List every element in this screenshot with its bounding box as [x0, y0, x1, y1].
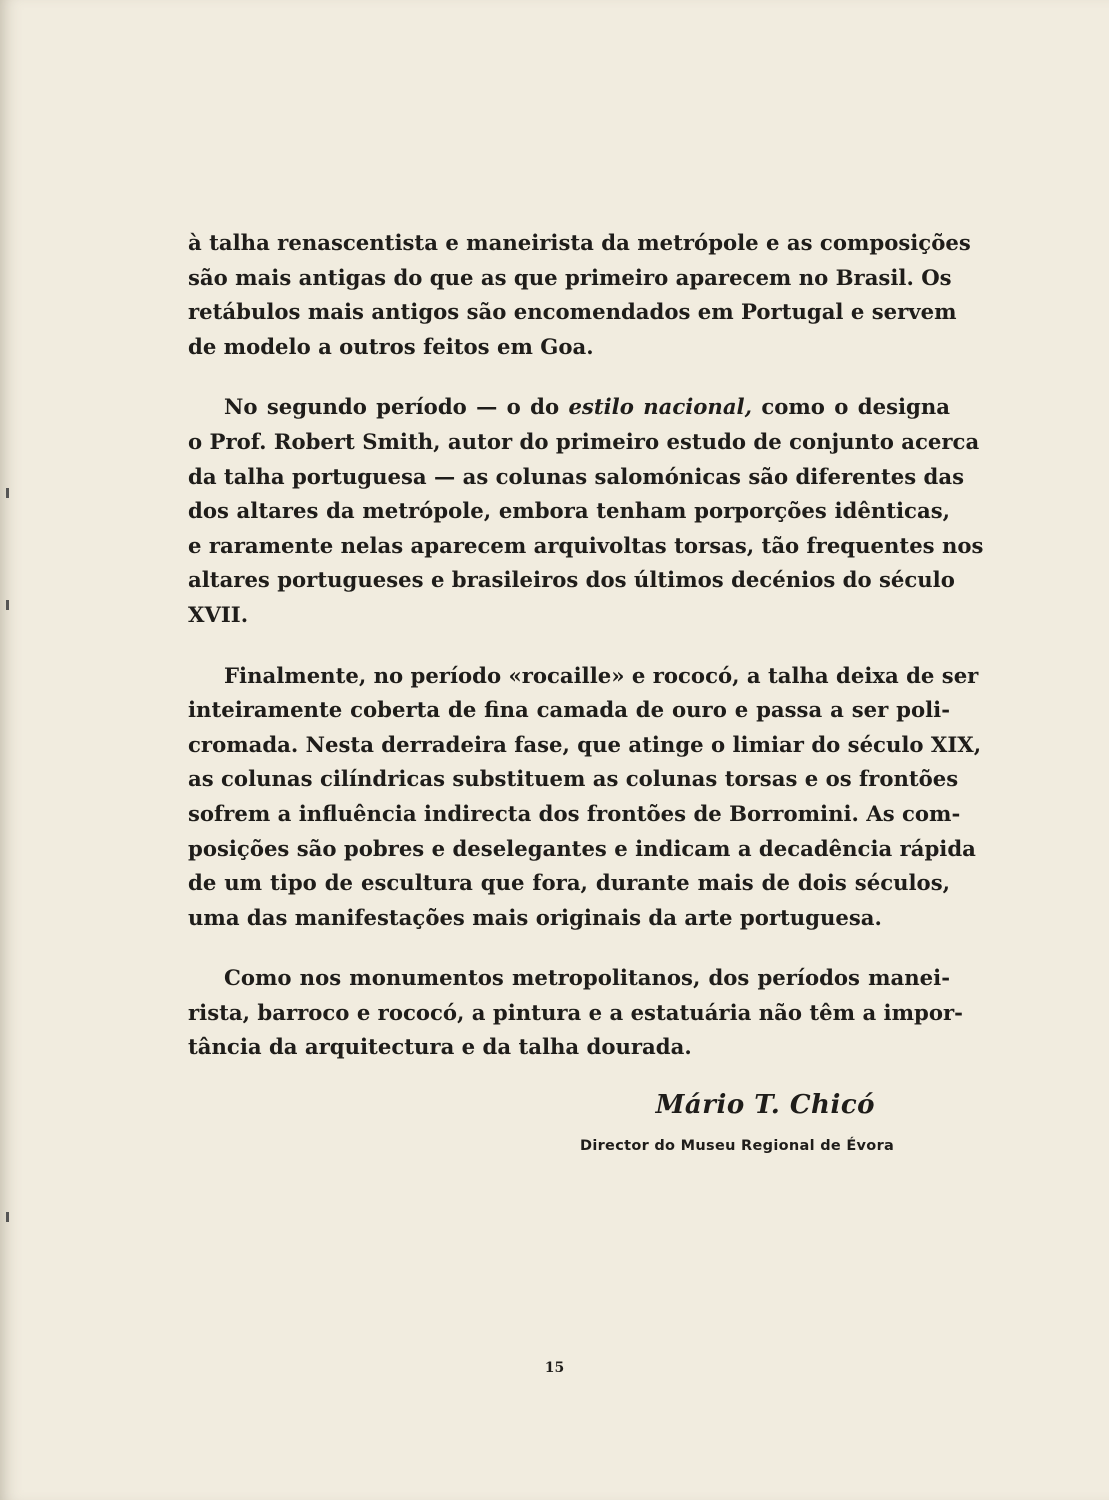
text-run: No segundo período — o do — [224, 394, 569, 420]
text-line: inteiramente coberta de fina camada de ouro e passa a ser poli- — [188, 697, 950, 723]
text-line: uma das manifestações mais originais da arte portuguesa. — [188, 904, 882, 930]
text-line: XVII. — [188, 601, 249, 627]
text-line: de modelo a outros feitos em Goa. — [188, 333, 594, 359]
body-text — [188, 226, 984, 1091]
text-line: as colunas cilíndricas substituem as colunas torsas e os frontões — [188, 766, 959, 792]
binding-mark — [6, 600, 9, 610]
emphasis-text: estilo nacional, — [568, 394, 752, 420]
text-line: da talha portuguesa — as colunas salomónicas são diferentes das — [188, 463, 965, 489]
text-line: rista, barroco e rococó, a pintura e a estatuária não têm a impor- — [188, 999, 963, 1025]
text-line: tância da arquitectura e da talha dourada. — [188, 1034, 692, 1060]
binding-mark — [6, 488, 9, 498]
text-line: à talha renascentista e maneirista da metrópole e as composições — [188, 230, 971, 255]
text-line: posições são pobres e deselegantes e indicam a decadência rápida — [188, 835, 976, 861]
page-number: 15 — [544, 1360, 565, 1376]
text-line: Finalmente, no período «rocaille» e rococó, a talha deixa de ser — [224, 662, 979, 688]
signature-title: Director do Museu Regional de Évora — [580, 1138, 895, 1154]
paragraph-1 — [188, 226, 971, 364]
text-line: de um tipo de escultura que fora, durante mais de dois séculos, — [188, 870, 950, 896]
text-line — [188, 390, 950, 425]
text-line: são mais antigas do que as que primeiro aparecem no Brasil. Os — [188, 264, 952, 290]
paragraph-4 — [188, 961, 963, 1065]
binding-mark — [6, 1212, 9, 1222]
paragraph-3 — [188, 659, 982, 936]
text-line: sofrem a influência indirecta dos frontões de Borromini. As com- — [188, 800, 961, 826]
text-line: dos altares da metrópole, embora tenham porporções idênticas, — [188, 498, 950, 524]
text-line: cromada. Nesta derradeira fase, que atinge o limiar do século XIX, — [188, 731, 982, 757]
paragraph-2 — [188, 390, 984, 632]
text-line: altares portugueses e brasileiros dos últimos decénios do século — [188, 567, 955, 593]
text-line: e raramente nelas aparecem arquivoltas torsas, tão frequentes nos — [188, 532, 984, 558]
text-line: retábulos mais antigos são encomendados em Portugal e servem — [188, 299, 957, 325]
text-line: Como nos monumentos metropolitanos, dos períodos manei- — [224, 965, 950, 991]
text-line: o Prof. Robert Smith, autor do primeiro estudo de conjunto acerca — [188, 428, 980, 454]
text-run: como o designa — [752, 394, 950, 420]
signature-name: Mário T. Chicó — [655, 1090, 875, 1120]
